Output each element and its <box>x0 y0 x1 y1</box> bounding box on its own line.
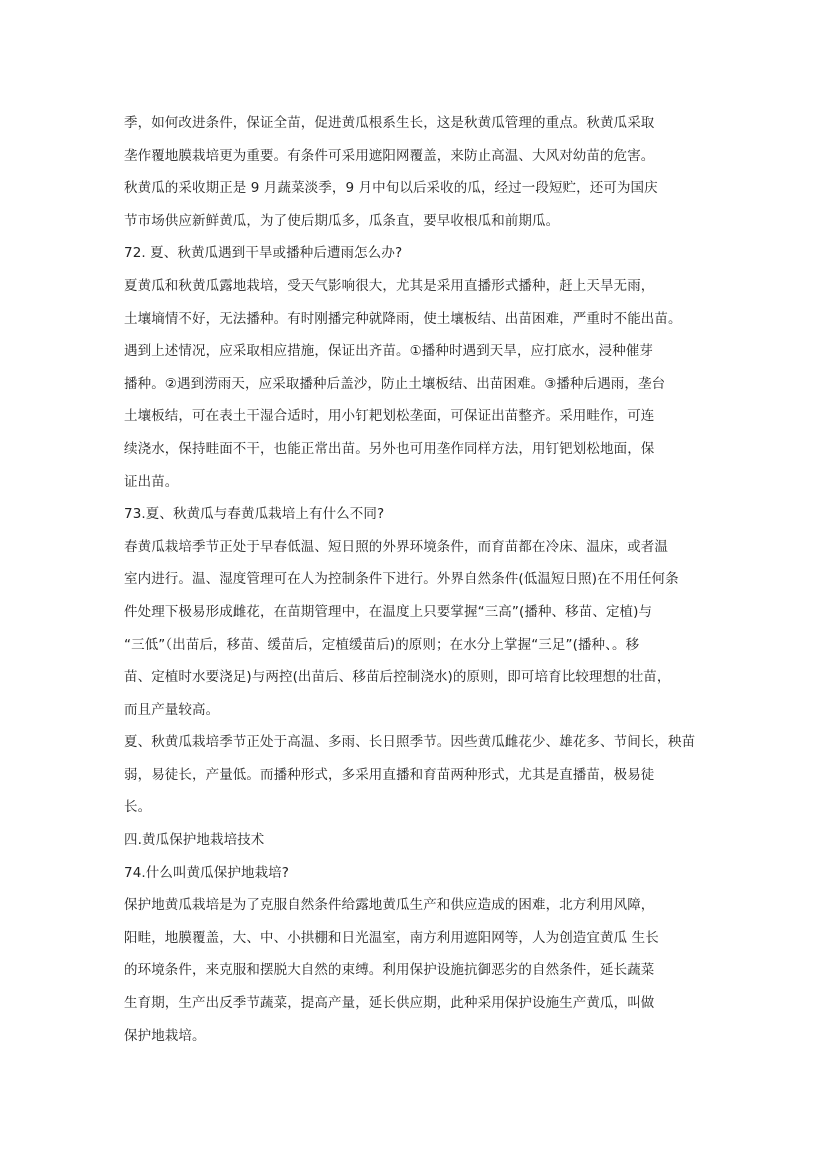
question-heading-74: 74.什么叫黄瓜保护地栽培? <box>124 864 290 881</box>
text-line: “三低”（出苗后，移苗、缓苗后，定植缓苗后)的原则；在水分上掌握“三足”(播种、。移 <box>124 636 640 653</box>
text-line: 遇到上述情况，应采取相应措施，保证出齐苗。①播种时遇到天旱，应打底水，浸种催芽 <box>124 343 654 360</box>
document-body <box>124 107 724 1052</box>
section-heading: 四.黄瓜保护地栽培技术 <box>124 832 265 849</box>
text-line: 节市场供应新鲜黄瓜，为了使后期瓜多，瓜条直，要早收根瓜和前期瓜。 <box>124 212 560 229</box>
text-line: 续浇水，保持畦面不干，也能正常出苗。另外也可用垄作同样方法，用钉钯划松地面，保 <box>124 440 655 457</box>
text-line: 证出苗。 <box>124 473 179 490</box>
text-line: 春黄瓜栽培季节正处于早春低温、短日照的外界环境条件，而育苗都在冷床、温床，或者温 <box>124 538 668 555</box>
text-line: 土壤墒情不好，无法播种。有时刚播完种就降雨，使土壤板结、出苗困难，严重时不能出苗。 <box>124 310 682 327</box>
text-line: 夏黄瓜和秋黄瓜露地栽培，受天气影响很大，尤其是采用直播形式播种，赶上天旱无雨， <box>124 277 655 294</box>
text-line: 保护地黄瓜栽培是为了克服自然条件给露地黄瓜生产和供应造成的困难，北方利用风障， <box>124 897 655 914</box>
text-line: 而且产量较高。 <box>124 701 220 718</box>
text-line: 播种。②遇到涝雨天，应采取播种后盖沙，防止土壤板结、出苗困难。③播种后遇雨，垄台 <box>124 375 666 392</box>
text-line: 生育期，生产出反季节蔬菜，提高产量，延长供应期，此种采用保护设施生产黄瓜，叫做 <box>124 995 655 1012</box>
question-heading-73: 73.夏、秋黄瓜与春黄瓜栽培上有什么不同? <box>124 506 385 523</box>
text-line: 弱，易徒长，产量低。而播种形式，多采用直播和育苗两种形式，尤其是直播苗，极易徒 <box>124 766 655 783</box>
text-line: 保护地栽培。 <box>124 1027 206 1044</box>
text-line: 阳畦，地膜覆盖，大、中、小拱棚和日光温室，南方利用遮阳网等，人为创造宜黄瓜 生长 <box>124 929 659 946</box>
text-line: 垄作覆地膜栽培更为重要。有条件可采用遮阳网覆盖，来防止高温、大风对幼苗的危害。 <box>124 147 655 164</box>
text-line: 苗、定植时水要浇足)与两控(出苗后、移苗后控制浇水)的原则，即可培育比较理想的壮苗， <box>124 669 671 686</box>
text-line: 土壤板结，可在表土干湿合适时，用小钉耙划松垄面，可保证出苗整齐。采用畦作，可连 <box>124 408 655 425</box>
text-line: 秋黄瓜的采收期正是 9 月蔬菜淡季，9 月中旬以后采收的瓜，经过一段短贮，还可为国庆 <box>124 180 658 197</box>
text-line: 的环境条件，来克服和摆脱大自然的束缚。利用保护设施抗御恶劣的自然条件，延长蔬菜 <box>124 962 655 979</box>
text-line: 室内进行。温、湿度管理可在人为控制条件下进行。外界自然条件(低温短日照)在不用任何条 <box>124 571 679 588</box>
question-heading-72: 72. 夏、秋黄瓜遇到干旱或播种后遭雨怎么办? <box>124 245 403 262</box>
text-line: 夏、秋黄瓜栽培季节正处于高温、多雨、长日照季节。因些黄瓜雌花少、雄花多、节间长，秧苗 <box>124 734 696 751</box>
text-line: 长。 <box>124 799 152 816</box>
text-line: 件处理下极易形成雌花，在苗期管理中，在温度上只要掌握“三高”(播种、移苗、定植)与 <box>124 603 653 620</box>
text-line: 季，如何改进条件，保证全苗，促进黄瓜根系生长，这是秋黄瓜管理的重点。秋黄瓜采取 <box>124 115 655 131</box>
